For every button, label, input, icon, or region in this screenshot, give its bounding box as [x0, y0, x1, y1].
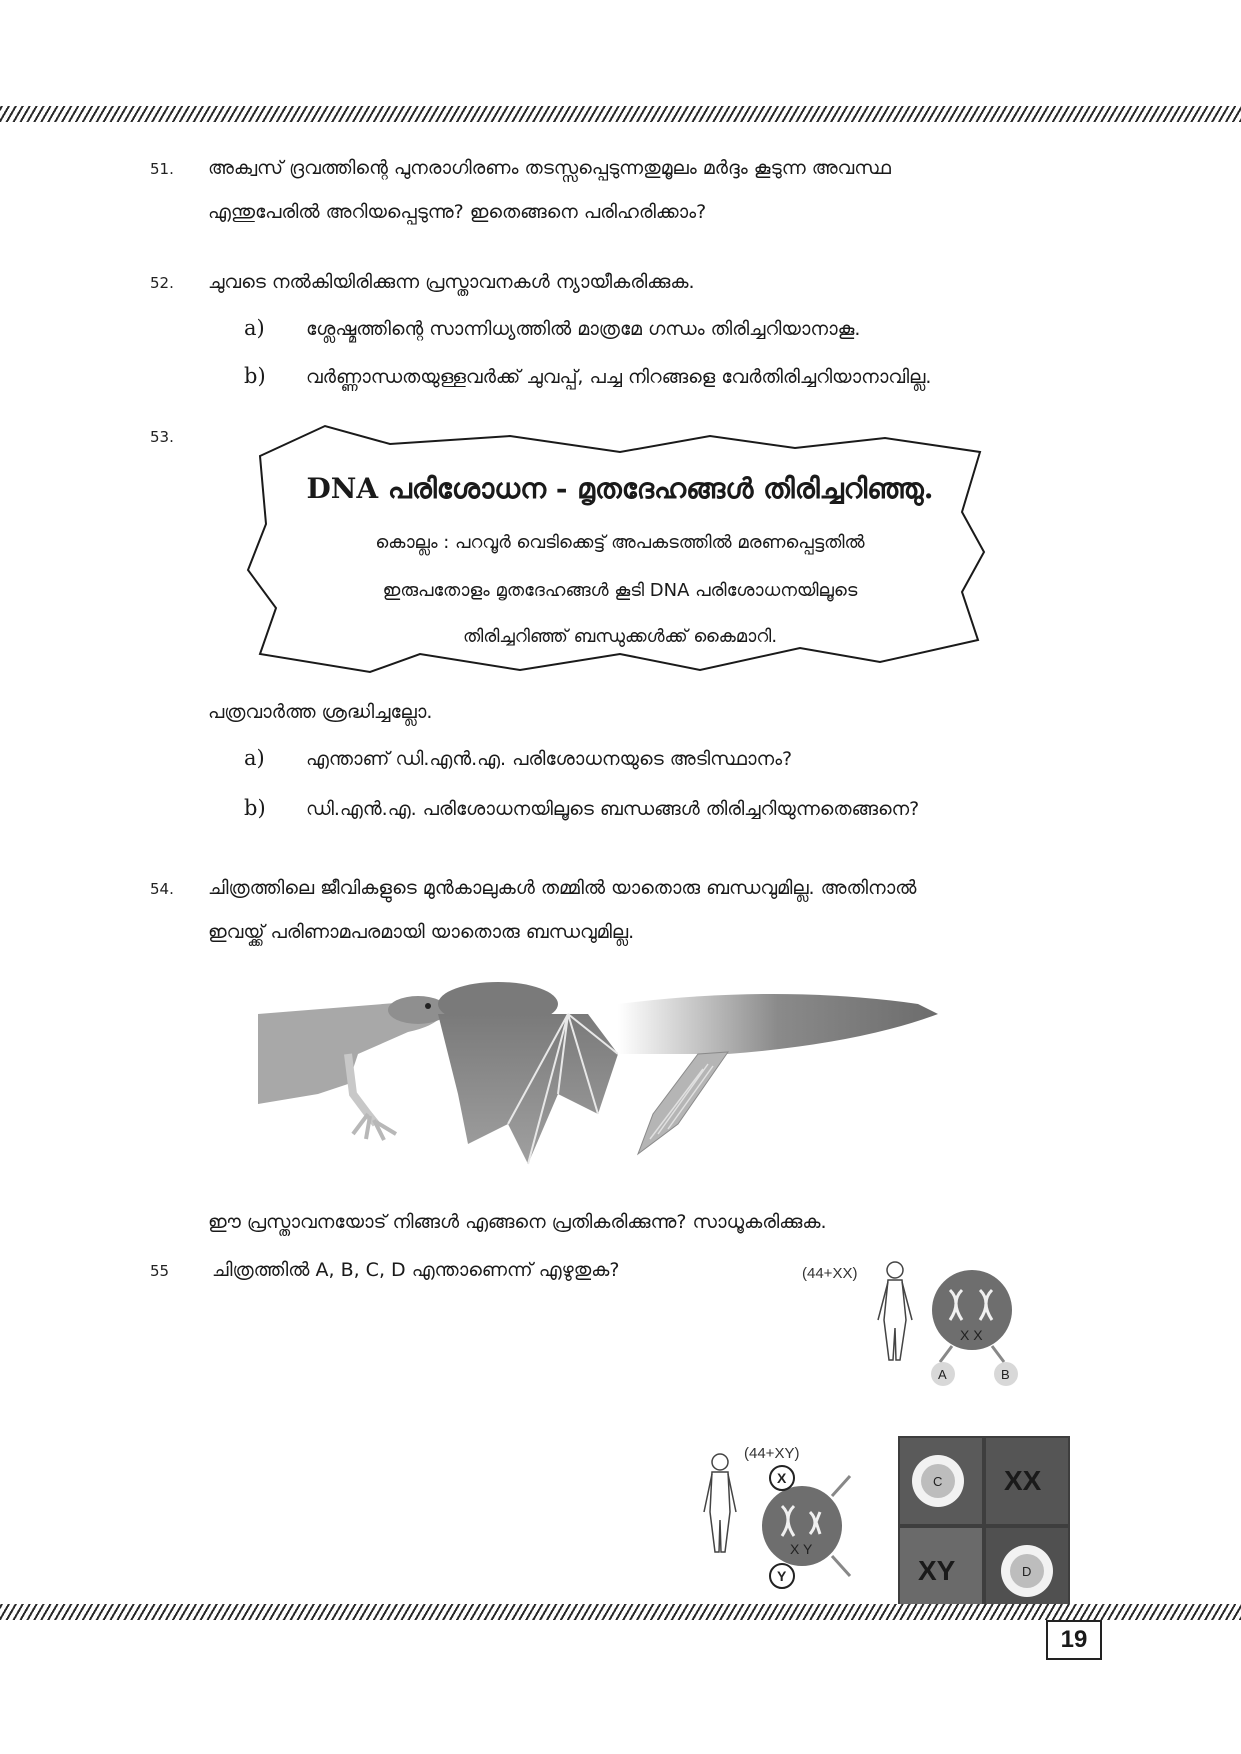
question-53-b-text: ഡി.എൻ.എ. പരിശോധനയിലൂടെ ബന്ധങ്ങൾ തിരിച്ചറിയുന്നതെങ്ങനെ? [306, 798, 920, 820]
question-52-b-text: വർണ്ണാന്ധതയുള്ളവർക്ക് ചുവപ്പ്, പച്ച നിറങ്ങളെ വേർതിരിച്ചറിയാനാവില്ല. [306, 366, 932, 388]
question-53-a-label: a) [244, 746, 265, 770]
question-52-a-text: ശ്ലേഷ്മത്തിന്റെ സാന്നിധ്യത്തിൽ മാത്രമേ ഗന്ധം തിരിച്ചറിയാനാകൂ. [306, 318, 861, 340]
question-54-line-1: ചിത്രത്തിലെ ജീവികളുടെ മുൻകാലുകൾ തമ്മിൽ യാതൊരു ബന്ധവുമില്ല. അതിനാൽ [208, 877, 917, 899]
question-52-text: ചുവടെ നൽകിയിരിക്കുന്ന പ്രസ്താവനകൾ ന്യായീകരിക്കുക. [208, 271, 695, 293]
female-figure [878, 1262, 912, 1360]
question-53-a-text: എന്താണ് ഡി.എൻ.എ. പരിശോധനയുടെ അടിസ്ഥാനം? [306, 748, 793, 770]
news-line-3: തിരിച്ചറിഞ്ഞ് ബന്ധുക്കൾക്ക് കൈമാറി. [462, 626, 778, 647]
punnett-square [898, 1436, 1070, 1616]
male-figure [704, 1454, 736, 1552]
bottom-hatch-border [0, 1604, 1241, 1620]
news-headline: DNA പരിശോധന - മൃതദേഹങ്ങൾ തിരിച്ചറിഞ്ഞു. [306, 472, 934, 505]
gamete-a-label: A [938, 1367, 947, 1382]
question-number-52: 52. [150, 274, 174, 292]
news-line-1: കൊല്ലം : പറവൂർ വെടിക്കെട്ട് അപകടത്തിൽ മരണപ്പെട്ടതിൽ [375, 532, 865, 553]
question-53-prompt: പത്രവാർത്ത ശ്രദ്ധിച്ചല്ലോ. [208, 701, 433, 723]
question-55-text: ചിത്രത്തിൽ A, B, C, D എന്താണെന്ന് എഴുതുക? [212, 1259, 620, 1281]
female-chromosome-label: X X [960, 1327, 983, 1343]
top-hatch-border [0, 106, 1241, 122]
gamete-x-label: X [777, 1470, 787, 1486]
cell-xx-label: XX [1004, 1465, 1042, 1496]
question-52-a-label: a) [244, 316, 265, 340]
cell-xy-label: XY [918, 1555, 956, 1586]
cell-d-label: D [1022, 1564, 1032, 1579]
question-54-question: ഈ പ്രസ്താവനയോട് നിങ്ങൾ എങ്ങനെ പ്രതികരിക്കുന്നു? സാധൂകരിക്കുക. [208, 1211, 827, 1233]
question-52-b-label: b) [244, 364, 266, 388]
page-number: 19 [1046, 1620, 1102, 1660]
question-number-55: 55 [150, 1262, 170, 1280]
question-51-line-2: എന്തുപേരിൽ അറിയപ്പെടുന്നു? ഇതെങ്ങനെ പരിഹരിക്കാം? [208, 201, 707, 223]
whale-flipper [618, 994, 938, 1154]
gecko-forelimb [258, 996, 448, 1140]
gamete-b-label: B [1001, 1367, 1010, 1382]
question-number-54: 54. [150, 880, 174, 898]
female-karyotype-label: (44+XX) [802, 1265, 858, 1282]
gamete-y-label: Y [777, 1568, 787, 1584]
question-number-53: 53. [150, 428, 174, 446]
question-53-b-label: b) [244, 796, 266, 820]
question-number-51: 51. [150, 160, 174, 178]
question-51-line-1: അക്വസ് ദ്രവത്തിന്റെ പുനരാഗിരണം തടസ്സപ്പെടുന്നതുമൂലം മർദ്ദം കൂടുന്ന അവസ്ഥ [208, 157, 891, 179]
cell-c-label: C [933, 1474, 943, 1489]
bat-wing [438, 982, 618, 1164]
news-clipping [240, 422, 1000, 682]
male-karyotype-label: (44+XY) [744, 1445, 800, 1462]
news-line-2: ഇരുപതോളം മൃതദേഹങ്ങൾ കൂടി DNA പരിശോധനയിലൂടെ [382, 580, 858, 601]
question-54-line-2: ഇവയ്ക്ക് പരിണാമപരമായി യാതൊരു ബന്ധവുമില്ല. [208, 921, 635, 943]
forelimb-animals-figure [258, 974, 948, 1174]
sex-determination-diagram [700, 1250, 1080, 1620]
male-chromosome-label: X Y [790, 1541, 813, 1557]
